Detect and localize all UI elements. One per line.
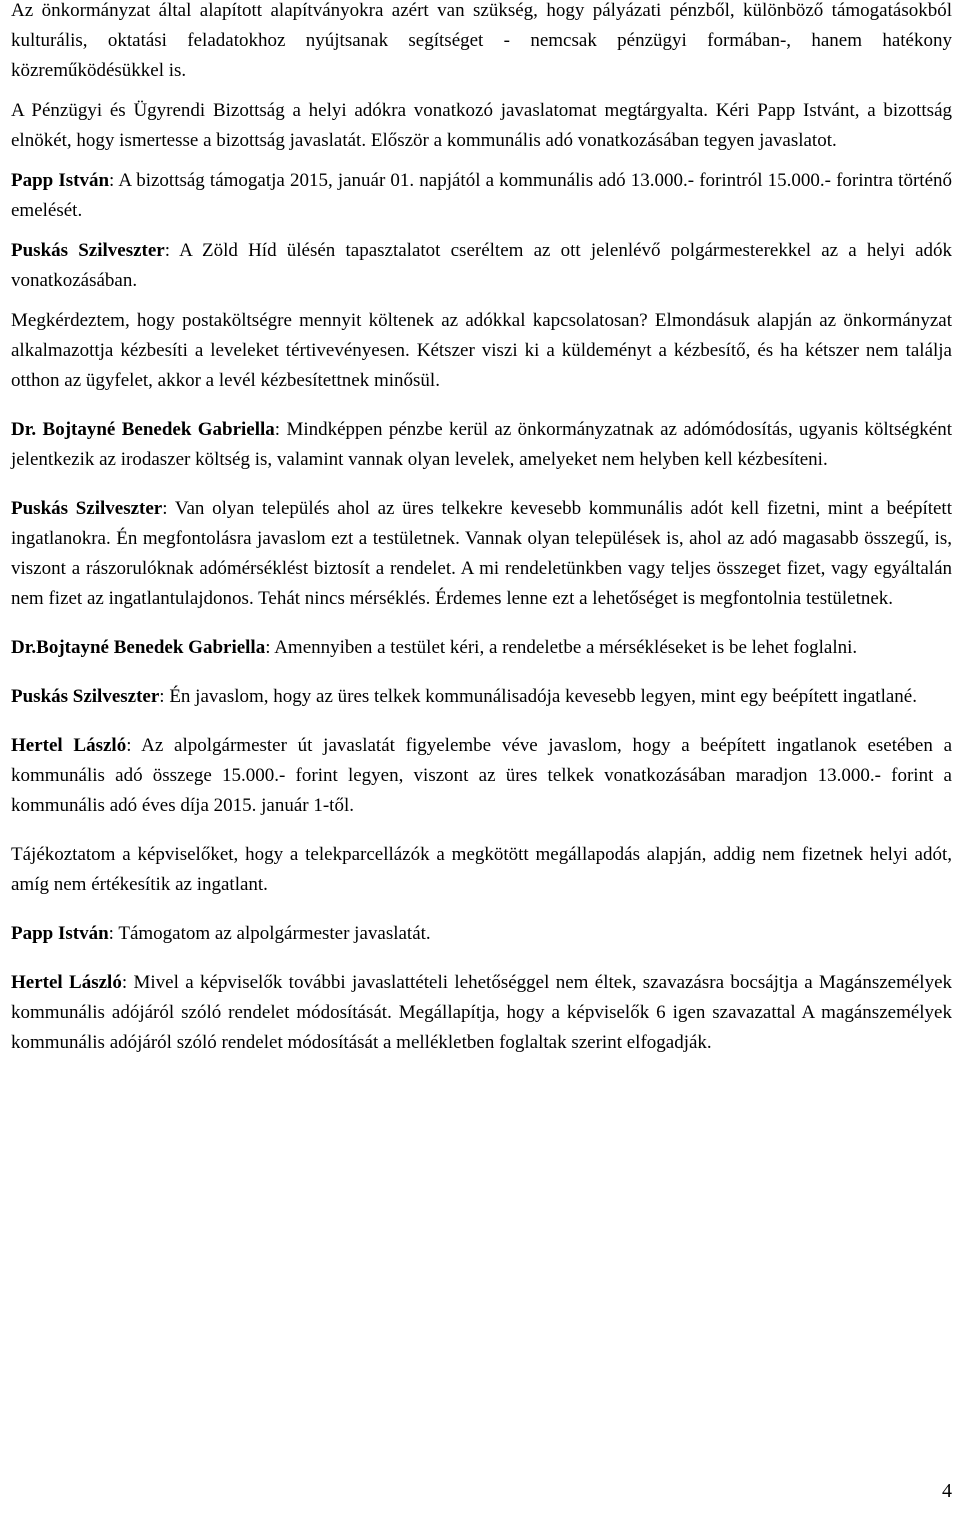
page-number: 4 <box>942 1480 952 1502</box>
paragraph-parcel-info <box>11 840 952 900</box>
paragraph-text: Amennyiben a testület kéri, a rendeletbe a mérsékléseket is be lehet foglalni. <box>274 637 858 658</box>
paragraph-text: Mivel a képviselők további javaslattételi lehetőséggel nem éltek, szavazásra bocsájtja a Magánszemélyek kommunális adójáról szóló rendelet módosítását. Megállapítja, hogy a képviselők 6 igen szavazattal A magánszemélyek kommunális adójáról szóló rendelet módosítását a mellékletben foglaltak szerint elfogadják. <box>11 972 953 1053</box>
speaker-name: Dr. Bojtayné Benedek Gabriella <box>11 419 275 440</box>
paragraph-puskas-1: Puskás Szilveszter: A Zöld Híd ülésén tapasztalatot cseréltem az ott jelenlévő polgármesterekkel az a helyi adók vonatkozásában. <box>11 240 953 291</box>
paragraph-text: Az alpolgármester út javaslatát figyelembe véve javaslom, hogy a beépített ingatlanok esetében a kommunális adó összege 15.000.- forint legyen, viszont az üres telkek vonatkozásában maradjon 13.000.- forint a kommunális adó éves díja 2015. január 1-től. <box>11 735 953 816</box>
paragraph-papp-istvan-1: Papp István: A bizottság támogatja 2015, január 01. napjától a kommunális adó 13.000.- forintról 15.000.- forintra történő emelését. <box>11 170 953 221</box>
paragraph-text: A Pénzügyi és Ügyrendi Bizottság a helyi adókra vonatkozó javaslatomat megtárgyalta. Kéri Papp Istvánt, a bizottság elnökét, hogy ismertesse a bizottság javaslatát. Először a kommunális adó vonatkozásában tegyen javaslatot. <box>11 100 952 151</box>
paragraph-text: Az önkormányzat által alapított alapítványokra azért van szükség, hogy pályázati pénzből, különböző támogatásokból kulturális, oktatási feladatokhoz nyújtsanak segítséget - nemcsak pénzügyi formában-, hanem hatékony közreműködésükkel is. <box>11 0 952 81</box>
paragraph-puskas-3: Puskás Szilveszter: Én javaslom, hogy az üres telkek kommunálisadója kevesebb legyen, mint egy beépített ingatlané. <box>11 686 917 707</box>
speaker-name: Hertel László <box>11 972 122 993</box>
paragraph-text: A bizottság támogatja 2015, január 01. napjától a kommunális adó 13.000.- forintról 15.000.- forintra történő emelését. <box>11 170 953 221</box>
paragraph-text: Támogatom az alpolgármester javaslatát. <box>118 923 431 944</box>
speaker-name: Puskás Szilveszter <box>11 686 160 707</box>
paragraph-bojtayne-1: Dr. Bojtayné Benedek Gabriella: Mindképpen pénzbe kerül az önkormányzatnak az adómódosítás, ugyanis költségként jelentkezik az irodaszer költség is, valamint vannak olyan levelek, amelyeket nem helyben kell kézbesíteni. <box>11 419 952 470</box>
speaker-name: Papp István <box>11 170 110 191</box>
speaker-name: Puskás Szilveszter <box>11 498 163 519</box>
paragraph-postage-question <box>11 306 952 396</box>
paragraph-text: Megkérdeztem, hogy postaköltségre mennyit költenek az adókkal kapcsolatosan? Elmondásuk alapján az önkormányzat alkalmazottja kézbesíti a leveleket tértivevényesen. Kétszer viszi ki a küldeményt a kézbesítő, és ha kétszer nem találja otthon az ügyfelet, akkor a levél kézbesítettnek minősül. <box>11 310 952 391</box>
paragraph-papp-istvan-2: Papp István: Támogatom az alpolgármester javaslatát. <box>11 923 431 944</box>
speaker-name: Dr.Bojtayné Benedek Gabriella <box>11 637 266 658</box>
paragraph-hertel-2: Hertel László: Mivel a képviselők további javaslattételi lehetőséggel nem éltek, szavazásra bocsájtja a Magánszemélyek kommunális adójáról szóló rendelet módosítását. Megállapítja, hogy a képviselők 6 igen szavazattal A magánszemélyek kommunális adójáról szóló rendelet módosítását a mellékletben foglaltak szerint elfogadják. <box>11 972 953 1053</box>
paragraph-text: Tájékoztatom a képviselőket, hogy a telekparcellázók a megkötött megállapodás alapján, addig nem fizetnek helyi adót, amíg nem értékesítik az ingatlant. <box>11 844 952 895</box>
paragraph-committee-request <box>11 96 952 156</box>
speaker-name: Puskás Szilveszter <box>11 240 165 261</box>
paragraph-text: Én javaslom, hogy az üres telkek kommunálisadója kevesebb legyen, mint egy beépített ingatlané. <box>169 686 917 707</box>
paragraph-text: A Zöld Híd ülésén tapasztalatot cseréltem az ott jelenlévő polgármesterekkel az a helyi adók vonatkozásában. <box>11 240 953 291</box>
speaker-name: Hertel László <box>11 735 127 756</box>
paragraph-hertel-1: Hertel László: Az alpolgármester út javaslatát figyelembe véve javaslom, hogy a beépített ingatlanok esetében a kommunális adó összege 15.000.- forint legyen, viszont az üres telkek vonatkozásában maradjon 13.000.- forint a kommunális adó éves díja 2015. január 1-től. <box>11 735 953 816</box>
paragraph-foundations <box>11 0 952 86</box>
paragraph-bojtayne-2: Dr.Bojtayné Benedek Gabriella: Amennyiben a testület kéri, a rendeletbe a mérsékléseket is be lehet foglalni. <box>11 637 858 658</box>
paragraph-text: Mindképpen pénzbe kerül az önkormányzatnak az adómódosítás, ugyanis költségként jelentkezik az irodaszer költség is, valamint vannak olyan levelek, amelyeket nem helyben kell kézbesíteni. <box>11 419 952 470</box>
speaker-name: Papp István <box>11 923 109 944</box>
paragraph-puskas-2: Puskás Szilveszter: Van olyan település ahol az üres telkekre kevesebb kommunális adót kell fizetni, mint a beépített ingatlanokra. Én megfontolásra javaslom ezt a testületnek. Vannak olyan települések is, ahol az adó magasabb összegű, is, viszont a rászorulóknak adómérséklést biztosít a rendelet. A mi rendeletünkben vagy teljes összeget fizet, vagy egyáltalán nem fizet az ingatlantulajdonos. Tehát nincs mérséklés. Érdemes lenne ezt a lehetőséget is megfontolnia testületnek. <box>11 498 952 609</box>
paragraph-text: Van olyan település ahol az üres telkekre kevesebb kommunális adót kell fizetni, mint a beépített ingatlanokra. Én megfontolásra javaslom ezt a testületnek. Vannak olyan települések is, ahol az adó magasabb összegű, is, viszont a rászorulóknak adómérséklést biztosít a rendelet. A mi rendeletünkben vagy teljes összeget fizet, vagy egyáltalán nem fizet az ingatlantulajdonos. Tehát nincs mérséklés. Érdemes lenne ezt a lehetőséget is megfontolnia testületnek. <box>11 498 952 609</box>
